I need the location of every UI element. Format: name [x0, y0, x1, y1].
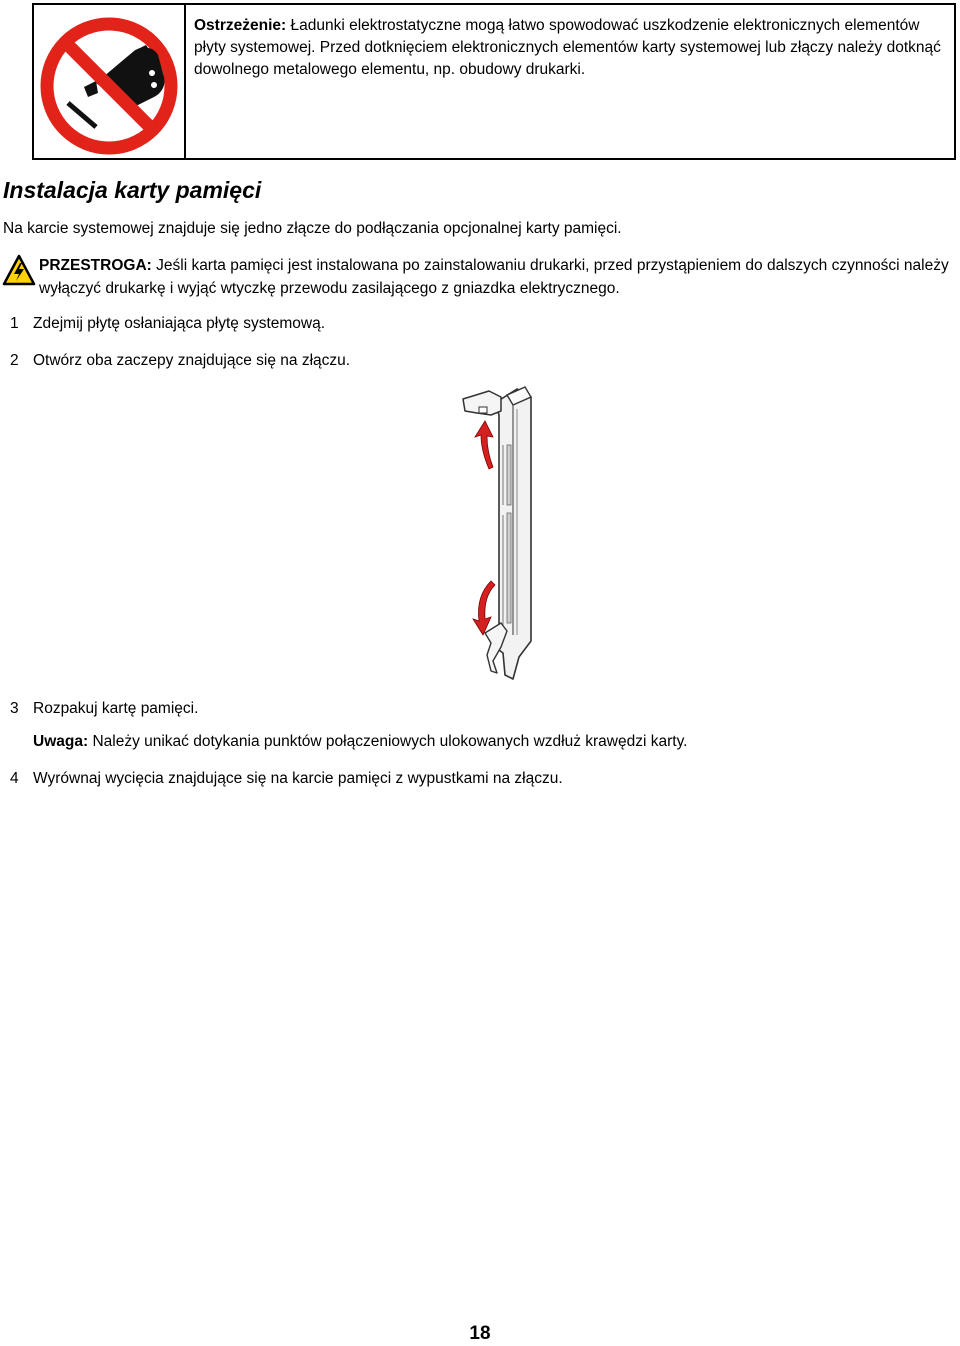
note-body: Należy unikać dotykania punktów połączeniowych ulokowanych wzdłuż krawędzi karty.: [92, 733, 688, 750]
step-number: 1: [10, 315, 19, 332]
warning-body: Ładunki elektrostatyczne mogą łatwo spowodować uszkodzenie elektronicznych elementów płyty systemowej. Przed dotknięciem elektronicznych elementów karty systemowej lub złączy należy dotknąć dowolnego metalowego elementu, np. obudowy drukarki.: [194, 17, 941, 78]
electrical-hazard-icon: [2, 254, 36, 286]
step-number: 4: [10, 770, 19, 787]
memory-connector-illustration: [455, 385, 545, 685]
warning-icon-cell: [34, 5, 186, 158]
no-touch-static-icon: [38, 15, 180, 157]
section-intro: Na karcie systemowej znajduje się jedno złącze do podłączania opcjonalnej karty pamięci.: [3, 220, 622, 237]
warning-label: Ostrzeżenie:: [194, 17, 287, 34]
step-number: 2: [10, 352, 19, 369]
note-label: Uwaga:: [33, 733, 89, 750]
warning-text: [194, 15, 946, 81]
step-number: 3: [10, 700, 19, 717]
warning-box: [32, 3, 956, 160]
step-text: Wyrównaj wycięcia znajdujące się na karcie pamięci z wypustkami na złączu.: [33, 770, 563, 787]
caution-body: Jeśli karta pamięci jest instalowana po zainstalowaniu drukarki, przed przystąpieniem do dalszych czynności należy wyłączyć drukarkę i wyjąć wtyczkę przewodu zasilającego z gniazdka elektrycznego.: [39, 257, 949, 297]
page-number: 18: [469, 1323, 491, 1344]
note: [33, 733, 687, 751]
step-text: Rozpakuj kartę pamięci.: [33, 700, 199, 717]
caution-label: PRZESTROGA:: [39, 257, 152, 274]
step-text: Otwórz oba zaczepy znajdujące się na złączu.: [33, 352, 351, 369]
step-text: Zdejmij płytę osłaniająca płytę systemową.: [33, 315, 326, 332]
caution-text: [39, 254, 960, 300]
section-title: Instalacja karty pamięci: [3, 177, 262, 203]
